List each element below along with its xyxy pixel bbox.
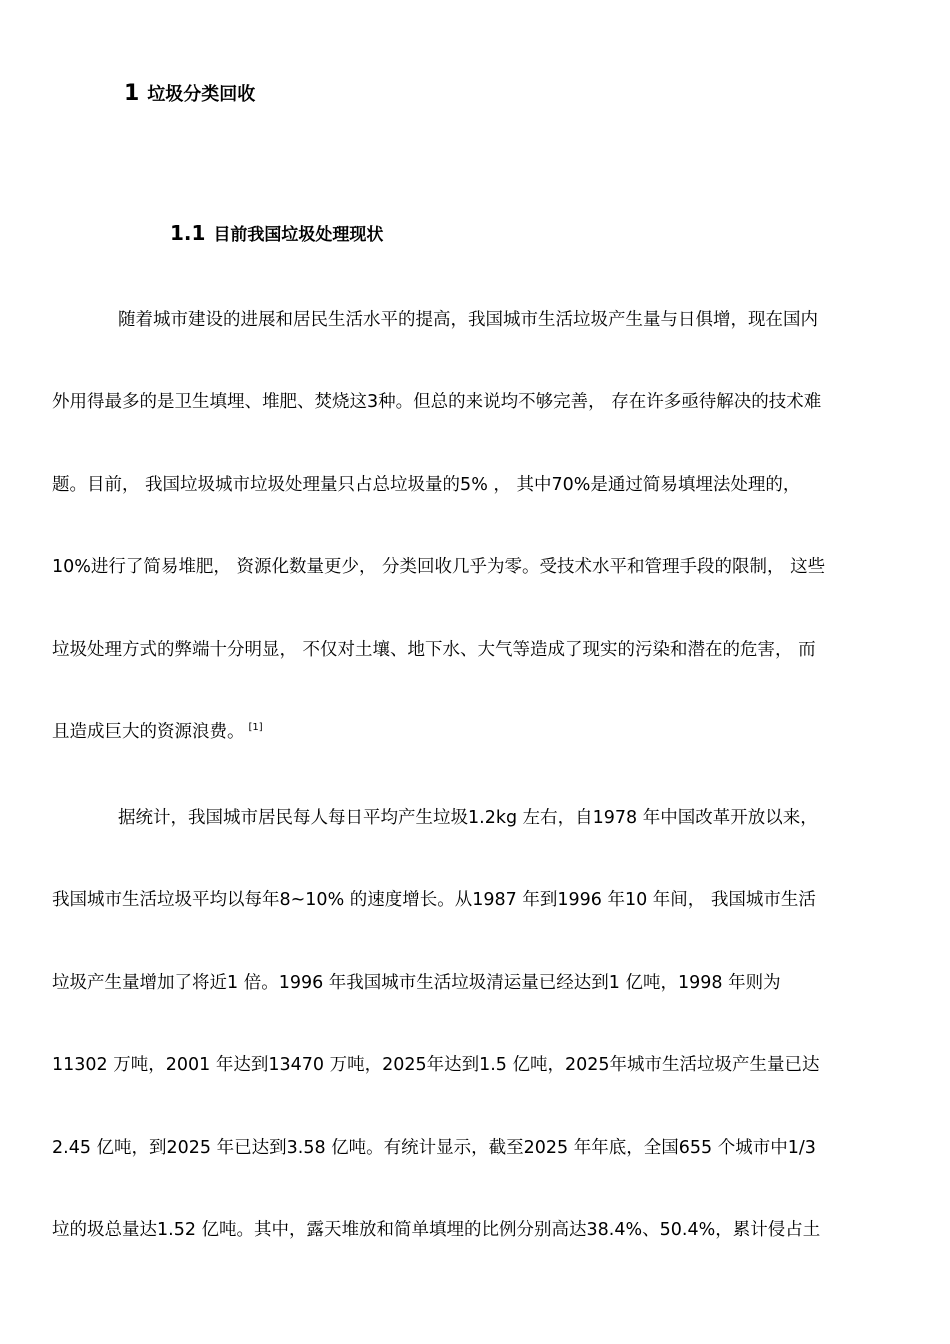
paragraph-line: 垃圾处理方式的弊端十分明显， 不仅对土壤、地下水、大气等造成了现实的污染和潜在的危害， 而 bbox=[52, 640, 816, 660]
citation-reference[interactable]: [1] bbox=[248, 722, 263, 733]
section-number: 1 bbox=[124, 81, 140, 106]
subsection-title: 目前我国垃圾处理现状 bbox=[213, 225, 384, 245]
section-title: 垃圾分类回收 bbox=[147, 84, 256, 105]
section-heading bbox=[124, 80, 255, 106]
paragraph-line: 11302 万吨，2001 年达到13470 万吨，2025年达到1.5 亿吨，2025年城市生活垃圾产生量已达 bbox=[52, 1055, 820, 1075]
paragraph-line: 垃圾产生量增加了将近1 倍。1996 年我国城市生活垃圾清运量已经达到1 亿吨，1998 年则为 bbox=[52, 973, 781, 993]
paragraph-line-text: 且造成巨大的资源浪费。 bbox=[52, 722, 245, 742]
paragraph-line: 据统计，我国城市居民每人每日平均产生垃圾1.2kg 左右，自1978 年中国改革开放以来， bbox=[118, 808, 818, 828]
subsection-heading bbox=[170, 220, 383, 245]
paragraph-line: 我国城市生活垃圾平均以每年8~10% 的速度增长。从1987 年到1996 年10 年间， 我国城市生活 bbox=[52, 890, 816, 910]
paragraph-line: 外用得最多的是卫生填埋、堆肥、焚烧这3种。但总的来说均不够完善， 存在许多亟待解决的技术难 bbox=[52, 392, 822, 412]
paragraph-line: 10%进行了简易堆肥， 资源化数量更少， 分类回收几乎为零。受技术水平和管理手段的限制， 这些 bbox=[52, 557, 826, 577]
paragraph-line: 随着城市建设的进展和居民生活水平的提高，我国城市生活垃圾产生量与日俱增，现在国内 bbox=[118, 310, 818, 330]
paragraph-line: 垃的圾总量达1.52 亿吨。其中，露天堆放和简单填埋的比例分别高达38.4%、50.4%，累计侵占土 bbox=[52, 1220, 821, 1240]
paragraph-line-last bbox=[52, 720, 263, 744]
paragraph-line: 题。目前， 我国垃圾城市垃圾处理量只占总垃圾量的5% ， 其中70%是通过简易填埋法处理的， bbox=[52, 475, 801, 495]
subsection-number: 1.1 bbox=[170, 221, 206, 245]
paragraph-line: 2.45 亿吨，到2025 年已达到3.58 亿吨。有统计显示，截至2025 年年底，全国655 个城市中1/3 bbox=[52, 1138, 816, 1158]
